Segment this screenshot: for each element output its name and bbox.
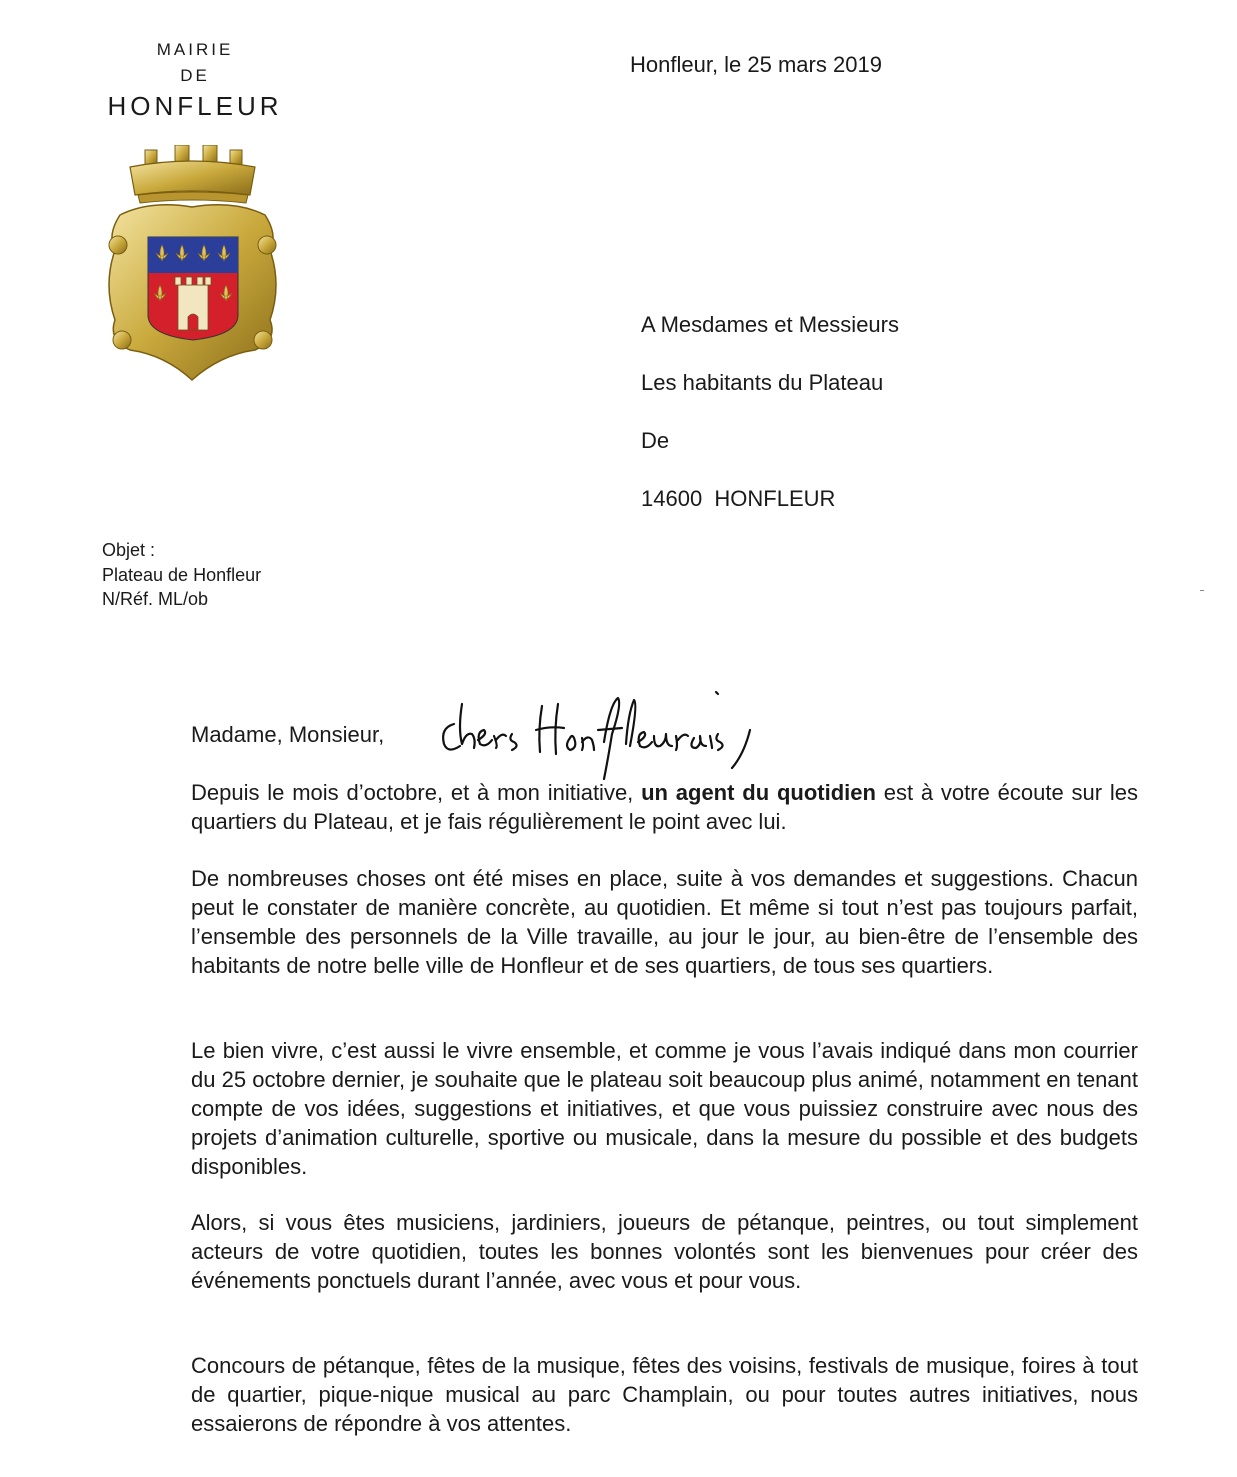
scan-speck: [1200, 590, 1204, 591]
crown-icon: [130, 145, 255, 203]
tower-icon: [175, 277, 211, 330]
paragraph-5: Concours de pétanque, fêtes de la musique, fêtes des voisins, festivals de musique, foires à tout de quartier, pique-nique musical au parc Champlain, ou pour toutes autres initiatives, nous essaierons de répondre à vos attentes.: [191, 1353, 1138, 1436]
recipient-line-3: De: [641, 428, 670, 453]
recipient-line-2: Les habitants du Plateau: [641, 370, 884, 395]
subject-block: [102, 538, 261, 612]
subject-label: Objet :: [102, 540, 156, 560]
recipient-line-4: 14600 HONFLEUR: [641, 486, 836, 511]
letterhead-mairie: MAIRIE: [156, 40, 234, 59]
subject-text: Plateau de Honfleur: [102, 564, 262, 585]
coat-of-arms-icon: [100, 145, 285, 390]
paragraph-1-end: est à votre écoute sur les quartiers du Plateau, et je fais régulièrement le point avec lui.: [191, 780, 1138, 834]
paragraph-1: [191, 778, 1138, 836]
paragraph-2: De nombreuses choses ont été mises en place, suite à vos demandes et suggestions. Chacun peut le constater de manière concrète, au quotidien. Et même si tout n’est pas toujours parfait, l’ensemble des personnels de la Ville travaille, au jour le jour, au bien-être de l’ensemble des habitants de notre belle ville de Honfleur et de ses quartiers, de tous ses quartiers.: [191, 866, 1138, 978]
paragraph-4: Alors, si vous êtes musiciens, jardiniers, joueurs de pétanque, peintres, ou tout simplement acteurs de votre quotidien, toutes les bonnes volontés sont les bienvenues pour créer des événements ponctuels durant l’année, avec vous et pour vous.: [191, 1210, 1138, 1293]
letterhead: [70, 38, 320, 122]
paragraph-1-bold: un agent du quotidien: [641, 780, 876, 805]
salutation: Madame, Monsieur,: [191, 722, 385, 747]
handwritten-note: [432, 684, 762, 784]
letterhead-de: DE: [180, 66, 210, 85]
recipient-line-1: A Mesdames et Messieurs: [641, 312, 899, 337]
reference-text: N/Réf. ML/ob: [102, 589, 209, 609]
letter-date: Honfleur, le 25 mars 2019: [630, 52, 882, 77]
paragraph-3: Le bien vivre, c’est aussi le vivre ensemble, et comme je vous l’avais indiqué dans mon courrier du 25 octobre dernier, je souhaite que le plateau soit beaucoup plus animé, notamment en tenant compte de vos idées, suggestions et initiatives, et que vous puissiez construire avec nous des projets d’animation culturelle, sportive ou musicale, dans la mesure du possible et des budgets disponibles.: [191, 1038, 1138, 1179]
letterhead-honfleur: HONFLEUR: [107, 91, 283, 121]
paragraph-1-start: Depuis le mois d’octobre, et à mon initiative,: [191, 780, 642, 805]
